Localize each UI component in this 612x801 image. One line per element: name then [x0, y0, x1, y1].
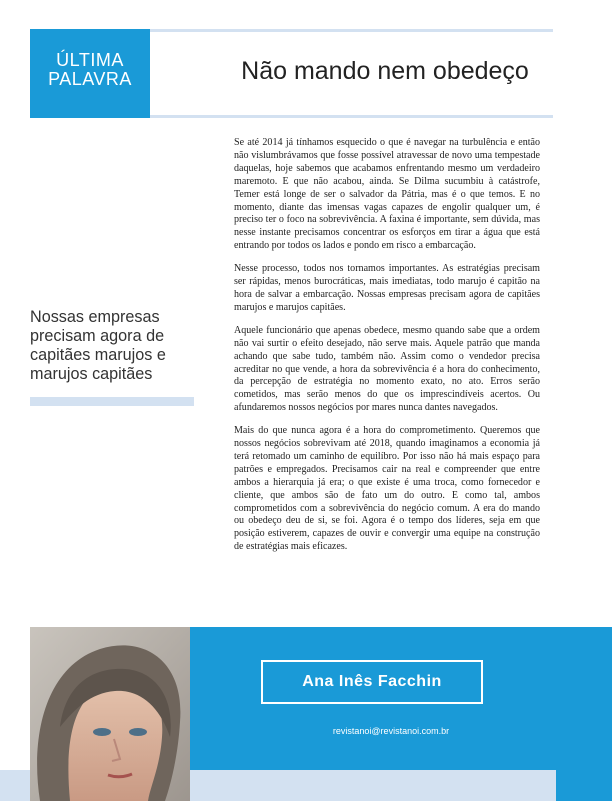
headline-rule: [150, 115, 553, 118]
author-photo: [30, 627, 190, 801]
section-label: [30, 29, 150, 118]
pull-quote-bar: [30, 397, 194, 406]
section-label-line2: PALAVRA: [48, 69, 132, 89]
section-label-line1: ÚLTIMA: [56, 50, 124, 70]
pull-quote: Nossas empresas precisam agora de capitães marujos e marujos capitães: [30, 308, 166, 383]
article-paragraph: Aquele funcionário que apenas obedece, mesmo quando sabe que a ordem não vai surtir o efeito desejado, não serve mais. Aquele patrão que manda achando que sabe tudo, também não. Assim como o vendedor precisa acreditar no que vende, a hora da sobrevivência é a hora do conhecimento, da percepção de estratégia no momento exato, no ato. Erros serão cometidos, mas serão menos do que os imprescindíveis acertos. Ou afundaremos nossos negócios por mares nunca dantes navegados.: [234, 324, 540, 414]
author-email[interactable]: revistanoi@revistanoi.com.br: [332, 726, 450, 736]
author-name: Ana Inês Facchin: [302, 673, 442, 690]
top-rule: [150, 29, 553, 32]
article-paragraph: Se até 2014 já tínhamos esquecido o que é navegar na turbulência e então não vislumbrávamos que fosse possível atravessar de novo uma tempestade daquelas, hoje sabemos que acabamos enfrentando mesmo um verdadeiro maremoto. E que não acabou, ainda. Se Dilma sucumbiu à catástrofe, Temer está longe de ser o salvador da Pátria, mas é o que temos. E no momento, diante das imensas vagas capazes de engolir qualquer um, é preciso ter o foco na sobrevivência. A faxina é importante, sem dúvida, mas nesse instante precisamos concentrar os esforços em tirar a água que está entrando por todos os lados e pondo em risco a embarcação.: [234, 137, 540, 252]
author-name-box: [261, 660, 483, 704]
article-paragraph: Nesse processo, todos nos tornamos importantes. As estratégias precisam ser rápidas, menos burocráticas, mais imediatas, todo marujo é capitão na hora de salvar a embarcação. Nossas empresas precisam agora de capitães marujos e marujos capitães.: [234, 263, 540, 313]
article-headline: Não mando nem obedeço: [241, 57, 529, 85]
article-paragraph: Mais do que nunca agora é a hora do comprometimento. Queremos que nossos negócios sobrevivam até 2018, quando imaginamos a economia já terá retomado um caminho de equilíbro. Por isso não há mais espaço para patrões e empregados. Precisamos cair na real e compreender que entre ambos a hierarquia já era; o que existe é uma troca, como fornecedor e cliente, que ambos são de fato um do outro. E como tal, ambos comprometidos com a sobrevivência do negócio comum. A era do mando ou obedeço deu de si, se foi. Agora é o tempo dos líderes, seja em que posição estiverem, capazes de ouvir e convergir uma equipe na construção de estratégias mais eficazes.: [234, 425, 540, 553]
article-body: [234, 137, 540, 564]
